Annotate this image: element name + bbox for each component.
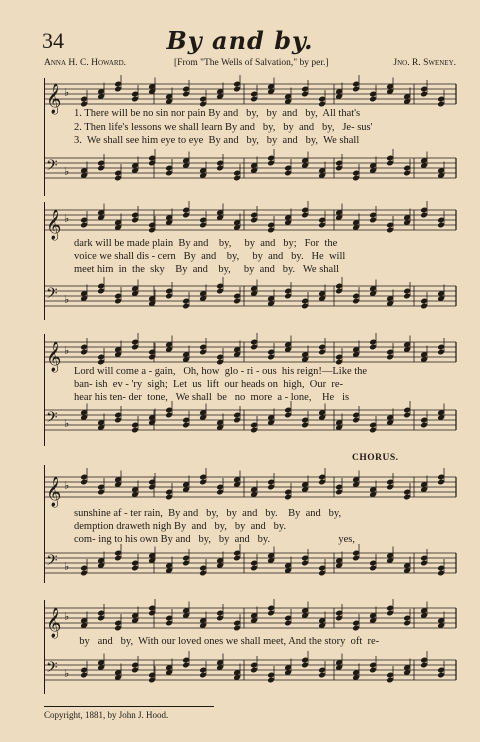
- lyric-line-1: dark will be made plain By and by, by and by; For the: [74, 238, 338, 249]
- footer-rule: [44, 706, 214, 707]
- bass-clef-icon: 𝄢: [46, 157, 58, 178]
- flat-icon: ♭: [64, 611, 70, 623]
- lyric-line-1: by and by, With our loved ones we shall meet, And the story oft re-: [74, 636, 380, 647]
- flat-icon: ♭: [64, 561, 70, 573]
- lyric-line-1: sunshine af - ter rain, By and by, by and by. By and by,: [74, 508, 342, 519]
- flat-icon: ♭: [64, 166, 70, 178]
- lyric-line-2: ban- ish ev - 'ry sigh; Let us lift our heads on high, Our re-: [74, 379, 344, 390]
- flat-icon: ♭: [64, 87, 70, 99]
- treble-staff: [44, 471, 456, 511]
- treble-clef-icon: 𝄞: [46, 477, 62, 507]
- music-system-2: [44, 202, 456, 322]
- bass-clef-icon: 𝄢: [46, 409, 58, 430]
- composer-credit: Jno. R. Sweney.: [393, 58, 456, 68]
- bass-clef-icon: 𝄢: [46, 285, 58, 306]
- bass-clef-icon: 𝄢: [46, 659, 58, 680]
- lyric-line-2: 2. Then life's lessons we shall learn By and by, by and by, Je- sus': [74, 122, 373, 133]
- flat-icon: ♭: [64, 294, 70, 306]
- lyric-line-2: voice we shall dis - cern By and by, by and by. He will: [74, 251, 346, 262]
- bass-clef-icon: 𝄢: [46, 552, 58, 573]
- bass-staff: [44, 547, 456, 587]
- music-system-5: [44, 600, 456, 696]
- music-system-1: [44, 78, 456, 198]
- treble-clef-icon: 𝄞: [46, 342, 62, 372]
- music-system-3: [44, 334, 456, 448]
- flat-icon: ♭: [64, 480, 70, 492]
- flat-icon: ♭: [64, 345, 70, 357]
- lyric-line-3: meet him in the sky By and by, by and by. We shall: [74, 264, 340, 275]
- copyright-notice: Copyright, 1881, by John J. Hood.: [44, 710, 169, 720]
- chorus-label: CHORUS.: [352, 453, 399, 463]
- lyric-line-3: com- ing to his own By and by, by and by. yes,: [74, 534, 355, 545]
- lyric-line-3: 3. We shall see him eye to eye By and by, by and by, We shall: [74, 135, 360, 146]
- lyric-line-2: demption draweth nigh By and by, by and by.: [74, 521, 287, 532]
- bass-staff: [44, 280, 456, 320]
- lyricist-credit: Anna H. C. Howard.: [44, 58, 126, 68]
- flat-icon: ♭: [64, 418, 70, 430]
- hymn-title: By and by.: [166, 26, 314, 55]
- bass-staff: [44, 152, 456, 192]
- bass-staff: [44, 404, 456, 444]
- page-number: 34: [42, 28, 64, 53]
- treble-clef-icon: 𝄞: [46, 608, 62, 638]
- lyric-line-1: 1. There will be no sin nor pain By and by, by and by, All that's: [74, 108, 361, 119]
- lyric-line-3: hear his ten- der tone, We shall be no more a - lone, He is: [74, 392, 350, 403]
- treble-clef-icon: 𝄞: [46, 210, 62, 240]
- lyric-line-1: Lord will come a - gain, Oh, how glo - ri - ous his reign!—Like the: [74, 366, 368, 377]
- flat-icon: ♭: [64, 668, 70, 680]
- treble-clef-icon: 𝄞: [46, 84, 62, 114]
- flat-icon: ♭: [64, 213, 70, 225]
- bass-staff: [44, 654, 456, 694]
- source-credit: [From "The Wells of Salvation," by per.]: [174, 58, 329, 68]
- music-system-4: [44, 465, 456, 585]
